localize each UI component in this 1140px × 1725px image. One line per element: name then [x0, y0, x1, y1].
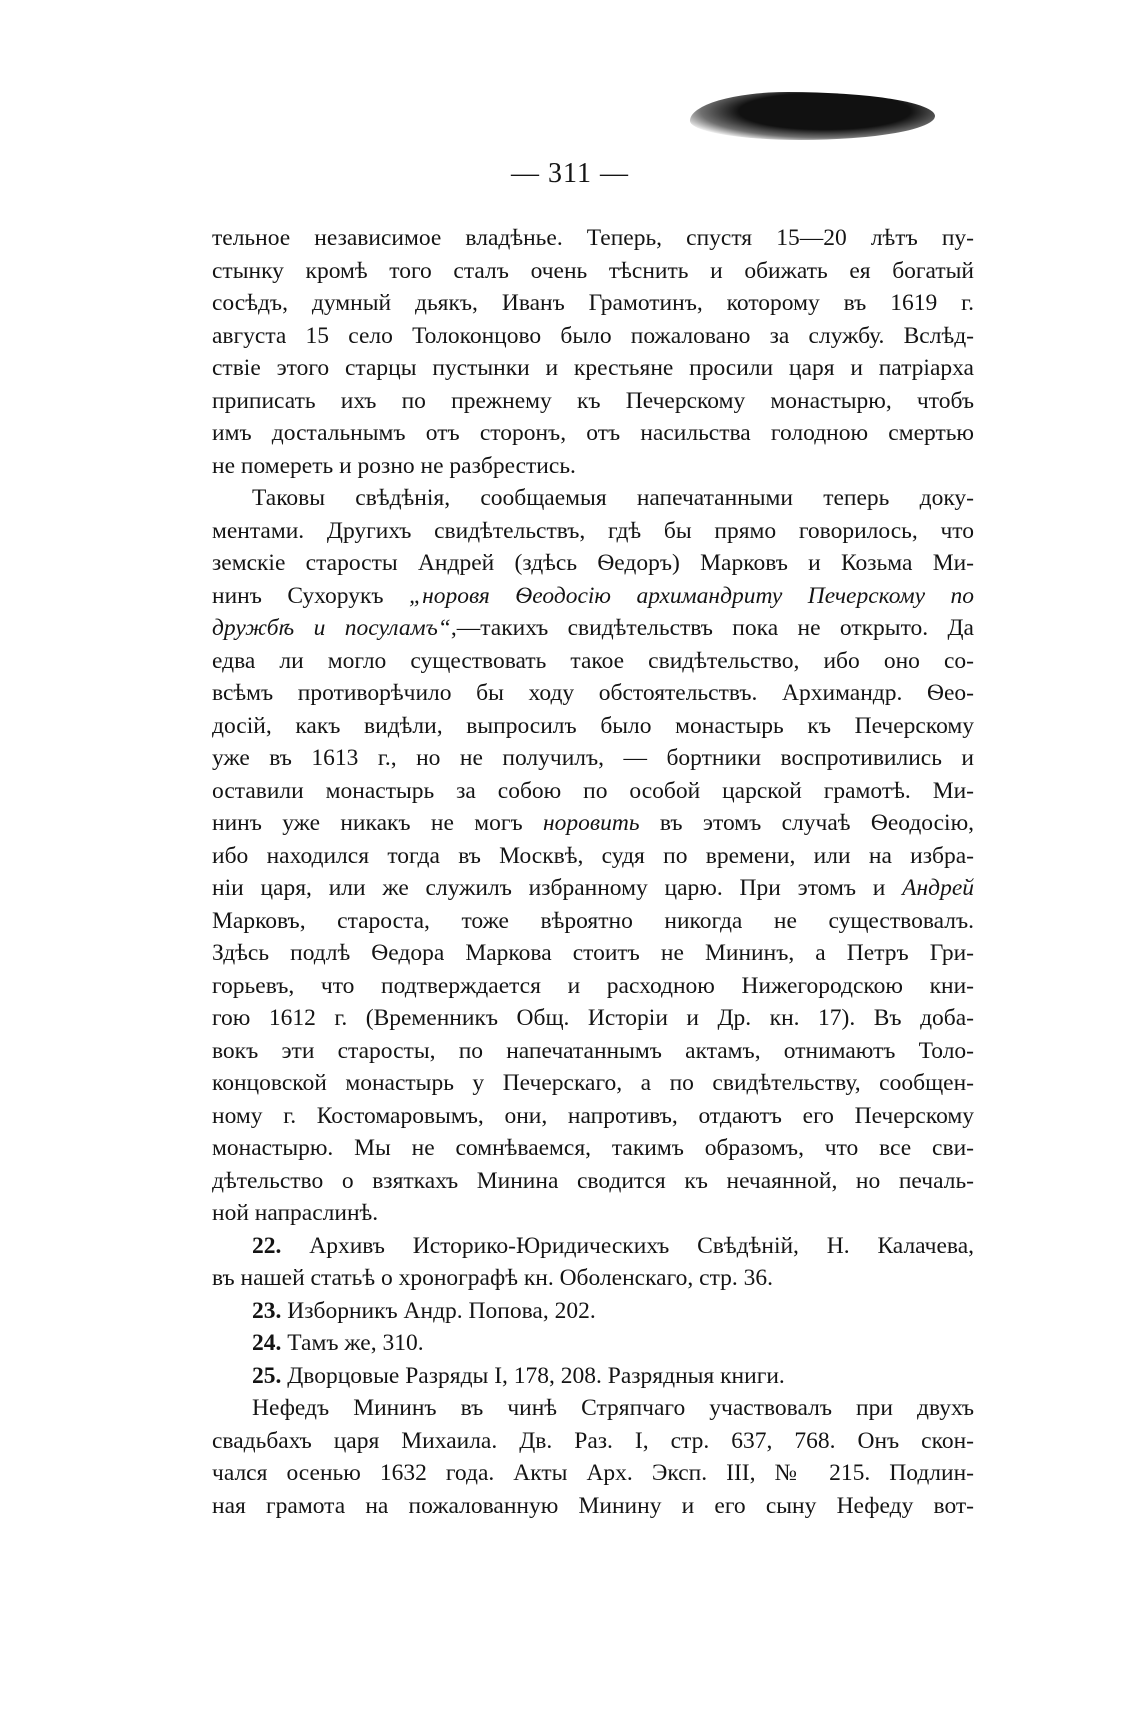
note-22-cont: въ нашей статьѣ о хронографѣ кн. Оболенскаго, стр. 36. [212, 1265, 774, 1291]
text-line: земскіе старосты Андрей (здѣсь Ѳедоръ) Марковъ и Козьма Ми- [212, 550, 974, 576]
text-line: чался осенью 1632 года. Акты Арх. Эксп. III, № 215. Подлин- [212, 1460, 974, 1486]
text-line: едва ли могло существовать такое свидѣтельство, ибо оно со- [212, 647, 974, 674]
text-line: гою 1612 г. (Временникъ Общ. Исторіи и Др. кн. 17). Въ доба- [212, 1005, 974, 1031]
text-line: монастырю. Мы не сомнѣваемся, такимъ образомъ, что все сви- [212, 1135, 974, 1161]
text-line: вокъ эти старосты, по напечатаннымъ актамъ, отнимаютъ Толо- [212, 1037, 974, 1064]
body-text [212, 222, 974, 1522]
note-number: 23. [252, 1297, 282, 1324]
text-run: нинъ уже никакъ не могъ [212, 810, 523, 836]
text-line: Таковы свѣдѣнія, сообщаемыя напечатанными теперь доку- [252, 485, 974, 511]
note-number: 25. [252, 1362, 282, 1389]
italic-quote: дружбѣ и посуламъ“ [212, 615, 451, 641]
text-line: оставили монастырь за собою по особой царской грамотѣ. Ми- [212, 777, 974, 804]
ink-blot-mark [690, 92, 935, 140]
text-line: ная грамота на пожалованную Минину и его сыну Нефеду вот- [212, 1492, 974, 1519]
text-line: тельное независимое владѣнье. Теперь, спустя 15—20 лѣтъ пу- [212, 225, 974, 251]
text-line: ному г. Костомаровымъ, они, напротивъ, отдаютъ его Печерскому [212, 1102, 974, 1129]
text-line-mixed [212, 612, 974, 645]
text-line: досій, какъ видѣли, выпросилъ было монастырь къ Печерскому [212, 712, 974, 739]
text-line: стынку кромѣ того сталъ очень тѣснить и обижать ея богатый [212, 257, 974, 284]
text-line: имъ достальнымъ отъ сторонъ, отъ насильства голодною смертью [212, 420, 974, 446]
note-25 [212, 1360, 974, 1393]
note-text: Тамъ же, 310. [287, 1330, 424, 1356]
text-line-mixed [212, 872, 974, 905]
text-line: горьевъ, что подтверждается и расходною Нижегородскою кни- [212, 972, 974, 999]
text-line: августа 15 село Толоконцово было пожаловано за службу. Вслѣд- [212, 322, 974, 349]
note-number: 22. [252, 1232, 282, 1259]
text-line: всѣмъ противорѣчило бы ходу обстоятельствъ. Архимандр. Ѳео- [212, 680, 974, 706]
text-line-mixed [212, 807, 974, 840]
italic-quote: „норовя Ѳеодосію архимандриту Печерскому по [409, 582, 974, 609]
text-line: свадьбахъ царя Михаила. Дв. Раз. I, стр. 637, 768. Онъ скон- [212, 1427, 974, 1454]
note-22 [212, 1230, 974, 1263]
note-text: Дворцовые Разряды I, 178, 208. Разрядныя книги. [287, 1362, 785, 1389]
text-line: дѣтельство о взяткахъ Минина сводится къ нечаянной, но печаль- [212, 1167, 974, 1194]
text-line: не помереть и розно не разбрестись. [212, 452, 576, 479]
text-run: ніи царя, или же служилъ избранному царю. При этомъ и [212, 875, 886, 901]
text-line: приписать ихъ по прежнему къ Печерскому монастырю, чтобъ [212, 387, 974, 414]
text-run: нинъ Сухорукъ [212, 582, 384, 609]
note-24 [212, 1327, 974, 1360]
text-line: Марковъ, староста, тоже вѣроятно никогда не существовалъ. [212, 907, 974, 934]
note-text: Изборникъ Андр. Попова, 202. [287, 1297, 596, 1324]
text-line-mixed [212, 580, 974, 613]
page-number: — 311 — [511, 158, 629, 189]
note-number: 24. [252, 1330, 282, 1356]
text-line: уже въ 1613 г., но не получилъ, — бортники воспротивились и [212, 745, 974, 771]
text-line: сосѣдъ, думный дьякъ, Иванъ Грамотинъ, которому въ 1619 г. [212, 290, 974, 316]
text-line: Нефедъ Мининъ въ чинѣ Стряпчаго участвовалъ при двухъ [252, 1395, 974, 1421]
text-line: ибо находился тогда въ Москвѣ, судя по времени, или на избра- [212, 842, 974, 869]
italic-word: норовить [543, 810, 640, 836]
text-line: ствіе этого старцы пустынки и крестьяне просили царя и патріарха [212, 355, 974, 381]
note-23 [212, 1295, 974, 1328]
text-line: Здѣсь подлѣ Ѳедора Маркова стоитъ не Мининъ, а Петръ Гри- [212, 940, 974, 966]
text-line: ной напраслинѣ. [212, 1200, 379, 1226]
note-text: Архивъ Историко-Юридическихъ Свѣдѣній, Н. Калачева, [309, 1232, 975, 1259]
text-line: ментами. Другихъ свидѣтельствъ, гдѣ бы прямо говорилось, что [212, 517, 974, 544]
text-run: ,—такихъ свидѣтельствъ пока не открыто. Да [450, 615, 974, 641]
text-run: въ этомъ случаѣ Ѳеодосію, [659, 810, 975, 836]
text-line: концовской монастырь у Печерскаго, а по свидѣтельству, сообщен- [212, 1070, 974, 1096]
italic-word: Андрей [902, 875, 975, 901]
